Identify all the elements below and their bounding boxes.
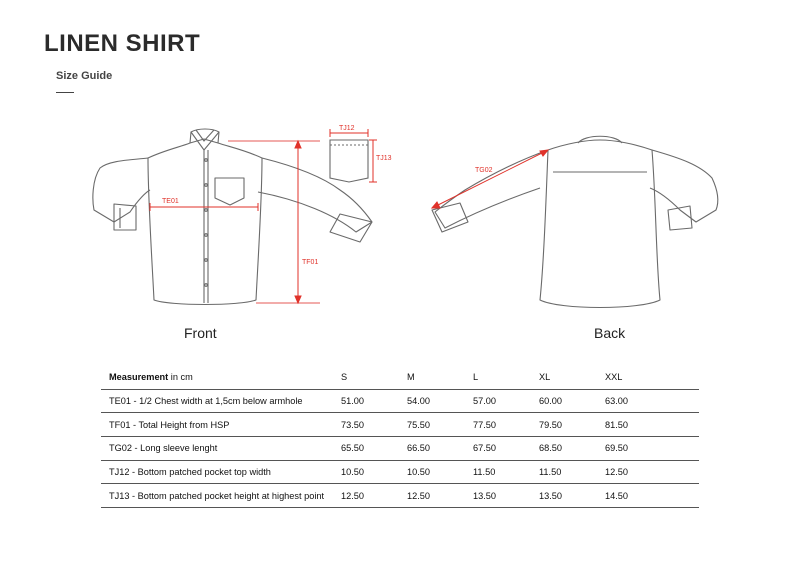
cell-value: 11.50 — [539, 460, 605, 484]
cell-value: 75.50 — [407, 413, 473, 437]
table-row — [101, 413, 699, 437]
cell-value: 73.50 — [341, 413, 407, 437]
size-table-header — [101, 366, 699, 389]
cell-value: 57.00 — [473, 389, 539, 413]
table-row — [101, 460, 699, 484]
cell-value: 79.50 — [539, 413, 605, 437]
cell-value: 10.50 — [341, 460, 407, 484]
cell-value: 77.50 — [473, 413, 539, 437]
cell-value: 66.50 — [407, 437, 473, 461]
row-label: TJ13 - Bottom patched pocket height at highest point — [101, 484, 341, 508]
size-header-xl: XL — [539, 366, 605, 389]
size-table — [101, 366, 699, 508]
cell-value: 68.50 — [539, 437, 605, 461]
back-shirt-sketch — [432, 136, 718, 307]
cell-value: 10.50 — [407, 460, 473, 484]
cell-value: 65.50 — [341, 437, 407, 461]
back-view-label: Back — [594, 325, 626, 341]
row-label: TE01 - 1/2 Chest width at 1,5cm below armhole — [101, 389, 341, 413]
te01-label: TE01 — [162, 198, 179, 205]
size-header-l: L — [473, 366, 539, 389]
cell-value: 12.50 — [407, 484, 473, 508]
cell-value: 63.00 — [605, 389, 699, 413]
tg02-label: TG02 — [475, 167, 493, 174]
measurement-header — [101, 366, 341, 389]
size-header-m: M — [407, 366, 473, 389]
cell-value: 81.50 — [605, 413, 699, 437]
cell-value: 13.50 — [473, 484, 539, 508]
front-view-label: Front — [184, 325, 217, 341]
page-title: LINEN SHIRT — [44, 30, 201, 57]
size-header-xxl: XXL — [605, 366, 699, 389]
table-row — [101, 437, 699, 461]
cell-value: 12.50 — [605, 460, 699, 484]
cell-value: 11.50 — [473, 460, 539, 484]
pocket-detail-sketch — [330, 140, 368, 182]
cell-value: 54.00 — [407, 389, 473, 413]
measurement-labels — [162, 125, 493, 266]
cell-value: 12.50 — [341, 484, 407, 508]
tj13-label: TJ13 — [376, 155, 392, 162]
tf01-label: TF01 — [302, 259, 319, 266]
section-subtitle: Size Guide — [56, 70, 113, 82]
cell-value: 51.00 — [341, 389, 407, 413]
measurement-header-label: Measurement — [109, 372, 169, 383]
cell-value: 13.50 — [539, 484, 605, 508]
size-header-s: S — [341, 366, 407, 389]
measurement-unit: in cm — [168, 372, 193, 383]
table-row — [101, 484, 699, 508]
row-label: TJ12 - Bottom patched pocket top width — [101, 460, 341, 484]
row-label: TG02 - Long sleeve lenght — [101, 437, 341, 461]
cell-value: 60.00 — [539, 389, 605, 413]
tg02-line — [432, 150, 548, 208]
cell-value: 14.50 — [605, 484, 699, 508]
table-row — [101, 389, 699, 413]
row-label: TF01 - Total Height from HSP — [101, 413, 341, 437]
cell-value: 69.50 — [605, 437, 699, 461]
cell-value: 67.50 — [473, 437, 539, 461]
tj12-label: TJ12 — [339, 125, 355, 132]
